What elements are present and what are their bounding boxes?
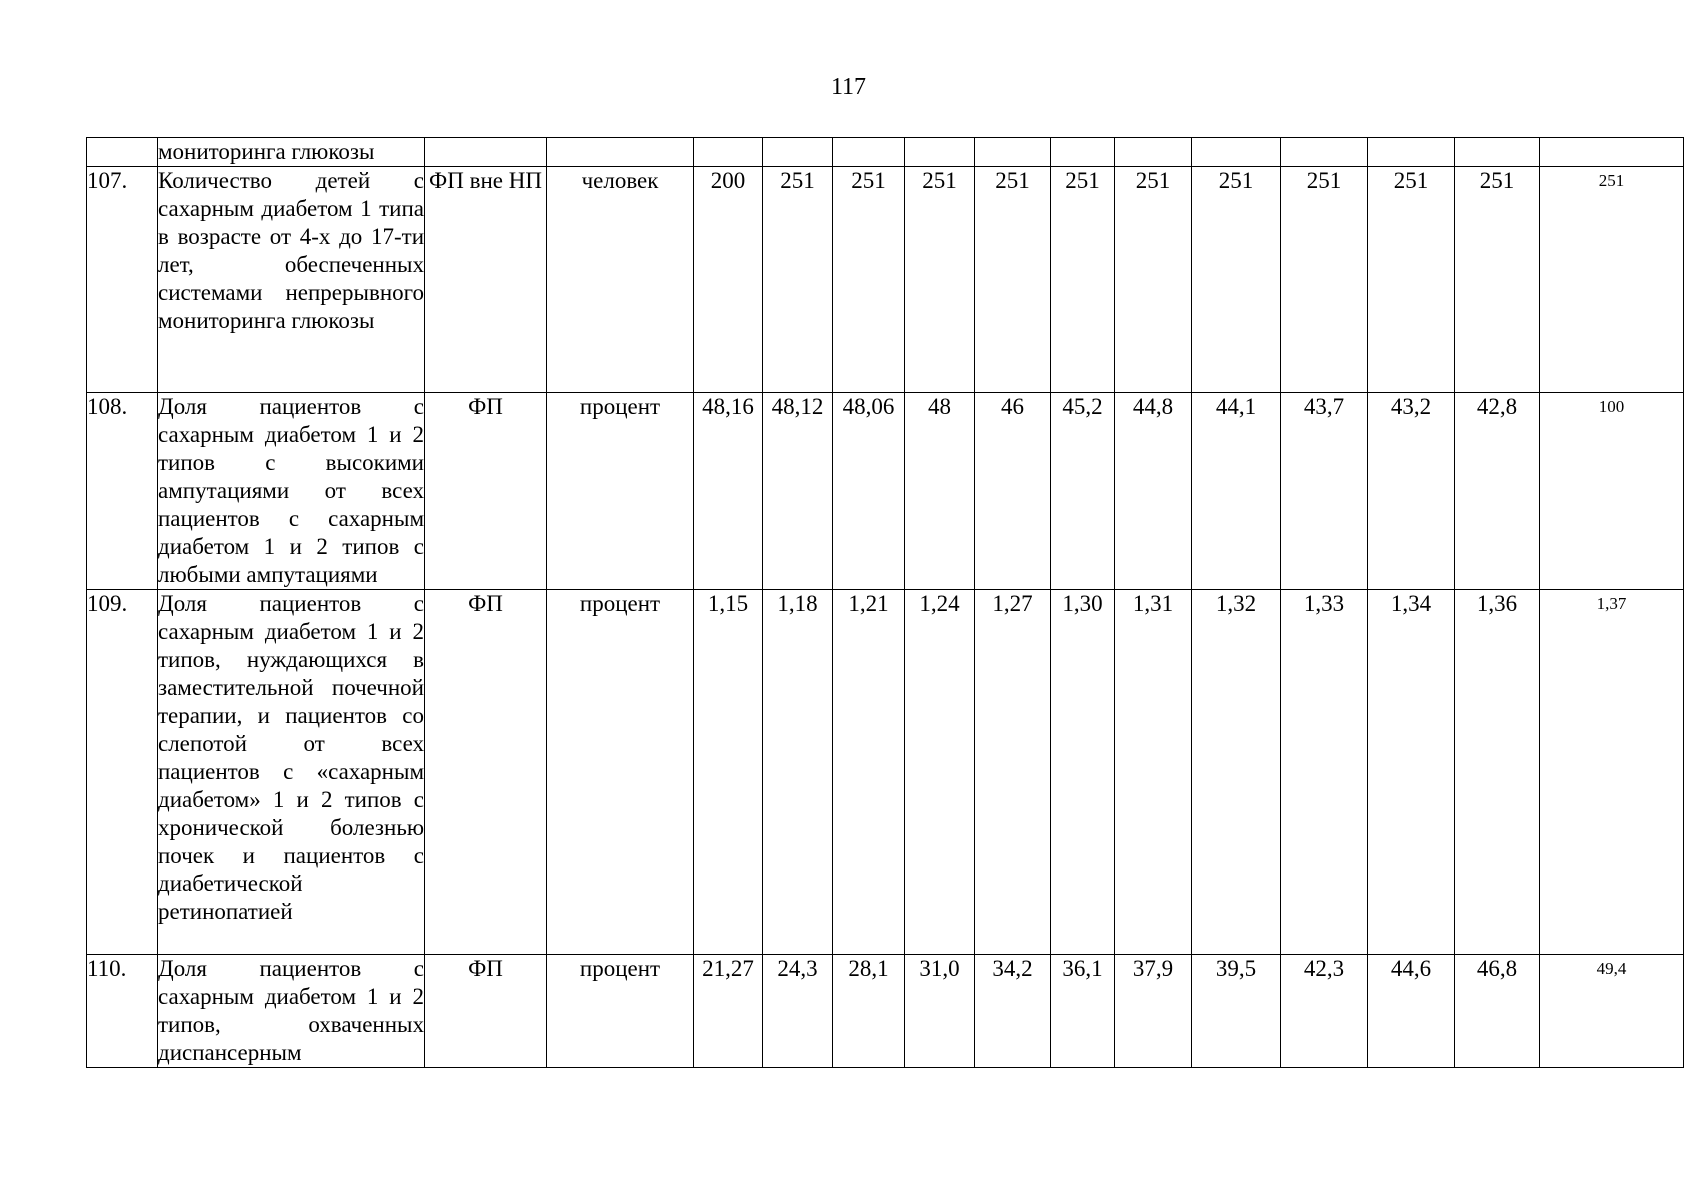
unit-cell: процент: [547, 393, 694, 590]
value-cell: 200: [694, 167, 763, 393]
value-cell: 39,5: [1192, 955, 1281, 1068]
value-cell: [694, 138, 763, 167]
value-cell: 24,3: [763, 955, 833, 1068]
table-row: [87, 393, 1684, 590]
value-cell: [1192, 138, 1281, 167]
source-cell: ФП: [425, 955, 547, 1068]
value-cell: 251: [1455, 167, 1540, 393]
indicator-name: Доля пациентов с сахарным диабетом 1 и 2 типов, нуждающихся в заместительной почечной терапии, и пациентов со слепотой от всех пациентов с «сахарным диабетом» 1 и 2 типов с хронической болезнью почек и пациентов с диабетической ретинопатией: [158, 590, 425, 955]
value-cell: [975, 138, 1051, 167]
value-cell: 44,6: [1368, 955, 1455, 1068]
value-cell: 251: [1540, 167, 1684, 393]
indicator-name: Количество детей с сахарным диабетом 1 типа в возрасте от 4-х до 17-ти лет, обеспеченных системами непрерывного мониторинга глюкозы: [158, 167, 425, 393]
value-cell: [1051, 138, 1115, 167]
value-cell: 36,1: [1051, 955, 1115, 1068]
value-cell: 251: [1051, 167, 1115, 393]
value-cell: 251: [1192, 167, 1281, 393]
value-cell: 251: [763, 167, 833, 393]
value-cell: 251: [905, 167, 975, 393]
value-cell: 48,12: [763, 393, 833, 590]
value-cell: 44,1: [1192, 393, 1281, 590]
row-number: 110.: [87, 955, 158, 1068]
unit-cell: процент: [547, 955, 694, 1068]
value-cell: 1,33: [1281, 590, 1368, 955]
value-cell: 1,18: [763, 590, 833, 955]
value-cell: 48,06: [833, 393, 905, 590]
value-cell: 43,2: [1368, 393, 1455, 590]
value-cell: [1368, 138, 1455, 167]
value-cell: 251: [1368, 167, 1455, 393]
source-cell: [425, 138, 547, 167]
row-number: 109.: [87, 590, 158, 955]
value-cell: 49,4: [1540, 955, 1684, 1068]
value-cell: [1540, 138, 1684, 167]
value-cell: 42,3: [1281, 955, 1368, 1068]
value-cell: 1,27: [975, 590, 1051, 955]
row-number: 107.: [87, 167, 158, 393]
value-cell: 34,2: [975, 955, 1051, 1068]
value-cell: [763, 138, 833, 167]
value-cell: 251: [1281, 167, 1368, 393]
value-cell: 251: [975, 167, 1051, 393]
table-row: [87, 955, 1684, 1068]
value-cell: 46,8: [1455, 955, 1540, 1068]
value-cell: [833, 138, 905, 167]
value-cell: 45,2: [1051, 393, 1115, 590]
value-cell: 43,7: [1281, 393, 1368, 590]
value-cell: 251: [833, 167, 905, 393]
indicator-name: Доля пациентов с сахарным диабетом 1 и 2 типов, охваченных диспансерным: [158, 955, 425, 1068]
value-cell: 48: [905, 393, 975, 590]
table-row: [87, 590, 1684, 955]
value-cell: 21,27: [694, 955, 763, 1068]
value-cell: 31,0: [905, 955, 975, 1068]
value-cell: 1,24: [905, 590, 975, 955]
source-cell: ФП вне НП: [425, 167, 547, 393]
value-cell: 1,30: [1051, 590, 1115, 955]
value-cell: [905, 138, 975, 167]
source-cell: ФП: [425, 393, 547, 590]
row-number: [87, 138, 158, 167]
value-cell: 44,8: [1115, 393, 1192, 590]
value-cell: 1,32: [1192, 590, 1281, 955]
indicator-name: мониторинга глюкозы: [158, 138, 425, 167]
value-cell: 100: [1540, 393, 1684, 590]
value-cell: 1,21: [833, 590, 905, 955]
value-cell: 251: [1115, 167, 1192, 393]
unit-cell: [547, 138, 694, 167]
source-cell: ФП: [425, 590, 547, 955]
value-cell: 1,34: [1368, 590, 1455, 955]
value-cell: 37,9: [1115, 955, 1192, 1068]
value-cell: 46: [975, 393, 1051, 590]
row-number: 108.: [87, 393, 158, 590]
value-cell: [1115, 138, 1192, 167]
value-cell: 1,36: [1455, 590, 1540, 955]
value-cell: 42,8: [1455, 393, 1540, 590]
value-cell: 1,37: [1540, 590, 1684, 955]
value-cell: 1,15: [694, 590, 763, 955]
table-row: [87, 167, 1684, 393]
value-cell: [1455, 138, 1540, 167]
value-cell: 48,16: [694, 393, 763, 590]
value-cell: 1,31: [1115, 590, 1192, 955]
unit-cell: человек: [547, 167, 694, 393]
value-cell: 28,1: [833, 955, 905, 1068]
indicators-table: [86, 137, 1684, 1068]
unit-cell: процент: [547, 590, 694, 955]
value-cell: [1281, 138, 1368, 167]
page-number: 117: [830, 74, 867, 100]
indicator-name: Доля пациентов с сахарным диабетом 1 и 2 типов с высокими ампутациями от всех пациентов с сахарным диабетом 1 и 2 типов с любыми ампутациями: [158, 393, 425, 590]
continuation-row: [87, 138, 1684, 167]
